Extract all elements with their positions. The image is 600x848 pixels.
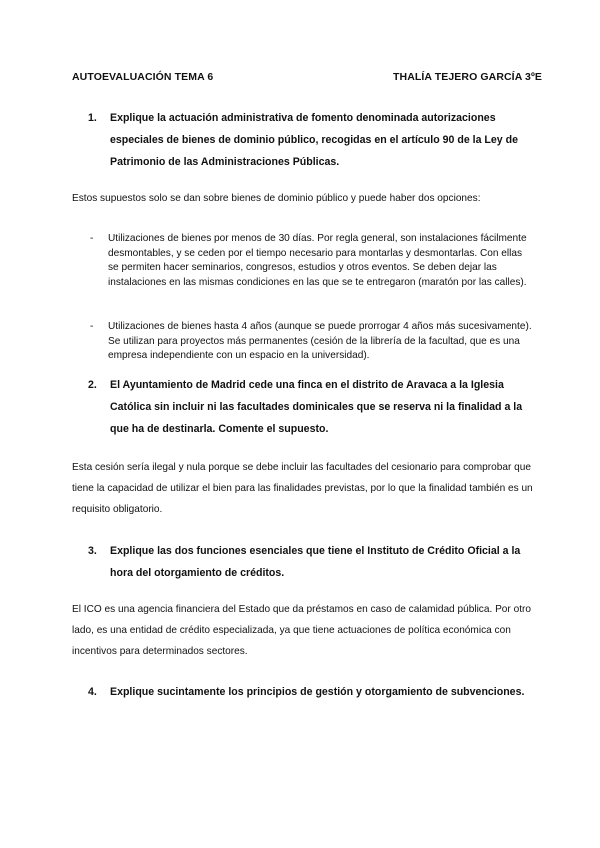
answer-2: Esta cesión sería ilegal y nula porque se debe incluir las facultades del cesionario para comprobar que tiene la capacidad de utilizar el bien para las finalidades previstas, por lo que la finalidad también es un requisito obligatorio. (72, 462, 533, 515)
question-text: El Ayuntamiento de Madrid cede una finca en el distrito de Aravaca a la Iglesia Católica sin incluir ni las facultades dominicales que se reserva ni la finalidad a la que ha de destinarla. Comente el supuesto. (110, 379, 523, 435)
question-1 (88, 107, 534, 173)
question-number: 1. (88, 112, 97, 124)
answer-3: El ICO es una agencia financiera del Estado que da préstamos en caso de calamidad pública. Por otro lado, es una entidad de crédito especializada, ya que tiene actuaciones de política económica con incentivos para determinados sectores. (72, 604, 531, 657)
author-name: THALÍA TEJERO GARCÍA 3ºE (393, 71, 542, 83)
question-number: 2. (88, 379, 97, 391)
answer-1-intro: Estos supuestos solo se dan sobre bienes de dominio público y puede haber dos opciones: (72, 193, 481, 204)
bullet-dash: - (90, 233, 94, 244)
document-header (72, 71, 542, 83)
bullet-text: Utilizaciones de bienes hasta 4 años (aunque se puede prorrogar 4 años más sucesivamente). Se utilizan para proyectos más permanentes (cesión de la librería de la facultad, que es una empresa independiente con un espacio en la universidad). (108, 321, 532, 362)
document-title: AUTOEVALUACIÓN TEMA 6 (72, 71, 214, 83)
bullet-text: Utilizaciones de bienes por menos de 30 días. Por regla general, son instalaciones fácilmente desmontables, y se ceden por el tiempo necesario para montarlas y desmontarlas. Con ellas se permiten hacer seminarios, congresos, estudios y otros eventos. Se deben dejar las instalaciones en las mismas condiciones en las que se te entregaron (maratón por las calles). (108, 233, 527, 288)
answer-1-bullet-1 (90, 232, 534, 290)
question-number: 4. (88, 686, 97, 698)
bullet-dash: - (90, 321, 94, 332)
question-text: Explique sucintamente los principios de gestión y otorgamiento de subvenciones. (110, 686, 525, 698)
question-2 (88, 374, 534, 440)
question-3 (88, 540, 534, 584)
question-text: Explique las dos funciones esenciales que tiene el Instituto de Crédito Oficial a la hora del otorgamiento de créditos. (110, 545, 521, 579)
answer-1-bullet-2 (90, 320, 534, 364)
question-text: Explique la actuación administrativa de fomento denominada autorizaciones especiales de bienes de dominio público, recogidas en el artículo 90 de la Ley de Patrimonio de las Administraciones Públicas. (110, 112, 518, 168)
question-4 (88, 681, 534, 703)
question-number: 3. (88, 545, 97, 557)
